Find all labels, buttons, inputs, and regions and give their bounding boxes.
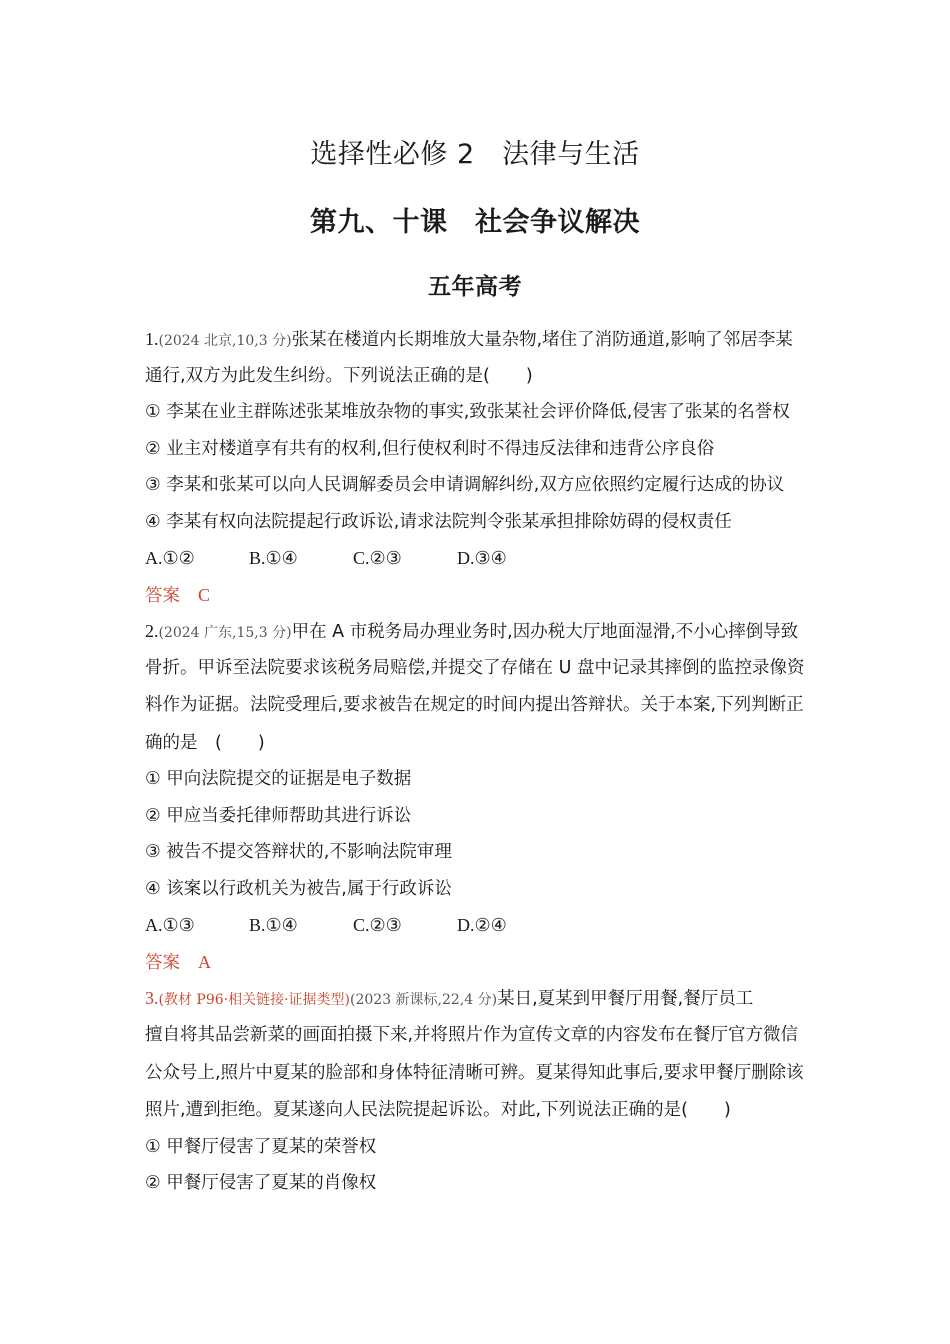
question-1-stem-line: 通行,双方为此发生纠纷。下列说法正确的是( )	[145, 366, 533, 386]
question-2-stem-line: 料作为证据。法院受理后,要求被告在规定的时间内提出答辩状。关于本案,下列判断正	[145, 695, 804, 715]
question-2-stem-line: 2.(2024 广东,15,3 分)甲在 A 市税务局办理业务时,因办税大厅地面湿滑,不小心摔倒导致	[145, 621, 799, 642]
question-2-item: ③ 被告不提交答辩状的,不影响法院审理	[145, 842, 452, 862]
question-3-item: ① 甲餐厅侵害了夏某的荣誉权	[145, 1137, 377, 1157]
question-1-source: (2024 北京,10,3 分)	[158, 333, 292, 349]
option-d: D.②④	[457, 915, 507, 935]
question-1-options	[145, 546, 815, 571]
question-2-options	[145, 913, 815, 938]
question-3-source: (2023 新课标,22,4 分)	[350, 992, 498, 1008]
question-1-item: ② 业主对楼道享有共有的权利,但行使权利时不得违反法律和违背公序良俗	[145, 439, 715, 459]
page-title: 选择性必修 2 法律与生活	[310, 139, 640, 170]
question-2-item: ② 甲应当委托律师帮助其进行诉讼	[145, 806, 412, 826]
question-3-textbook-tag: (教材 P96·相关链接·证据类型)	[158, 992, 351, 1008]
option-a: A.①③	[145, 915, 195, 935]
question-2-stem-line: 确的是 ( )	[145, 733, 265, 753]
question-2-source: (2024 广东,15,3 分)	[158, 625, 292, 641]
section-heading: 五年高考	[428, 274, 522, 300]
question-3-stem-line: 公众号上,照片中夏某的脸部和身体特征清晰可辨。夏某得知此事后,要求甲餐厅删除该	[145, 1063, 804, 1083]
question-3-item: ② 甲餐厅侵害了夏某的肖像权	[145, 1173, 377, 1193]
option-b: B.①④	[249, 548, 298, 568]
question-3-stem-line: 3.(教材 P96·相关链接·证据类型)(2023 新课标,22,4 分)某日,夏某到甲餐厅用餐,餐厅员工	[145, 988, 754, 1009]
option-c: C.②③	[353, 548, 402, 568]
option-d: D.③④	[457, 548, 507, 568]
question-2-stem-line: 骨折。甲诉至法院要求该税务局赔偿,并提交了存储在 U 盘中记录其摔倒的监控录像资	[145, 658, 805, 678]
question-1-item: ① 李某在业主群陈述张某堆放杂物的事实,致张某社会评价降低,侵害了张某的名誉权	[145, 402, 790, 422]
question-3-stem-line: 擅自将其品尝新菜的画面拍摄下来,并将照片作为宣传文章的内容发布在餐厅官方微信	[145, 1025, 799, 1045]
option-b: B.①④	[249, 915, 298, 935]
question-2-item: ④ 该案以行政机关为被告,属于行政诉讼	[145, 879, 452, 899]
option-c: C.②③	[353, 915, 402, 935]
question-1-answer: 答案 C	[145, 585, 211, 606]
question-2-answer: 答案 A	[145, 952, 211, 973]
question-1-item: ④ 李某有权向法院提起行政诉讼,请求法院判令张某承担排除妨碍的侵权责任	[145, 512, 732, 532]
question-2-item: ① 甲向法院提交的证据是电子数据	[145, 769, 412, 789]
question-3-stem-line: 照片,遭到拒绝。夏某遂向人民法院提起诉讼。对此,下列说法正确的是( )	[145, 1100, 731, 1120]
option-a: A.①②	[145, 548, 195, 568]
question-1-stem-line: 1.(2024 北京,10,3 分)张某在楼道内长期堆放大量杂物,堵住了消防通道,影响了邻居李某	[145, 329, 793, 350]
question-1-item: ③ 李某和张某可以向人民调解委员会申请调解纠纷,双方应依照约定履行达成的协议	[145, 475, 785, 495]
lesson-title: 第九、十课 社会争议解决	[310, 207, 640, 238]
